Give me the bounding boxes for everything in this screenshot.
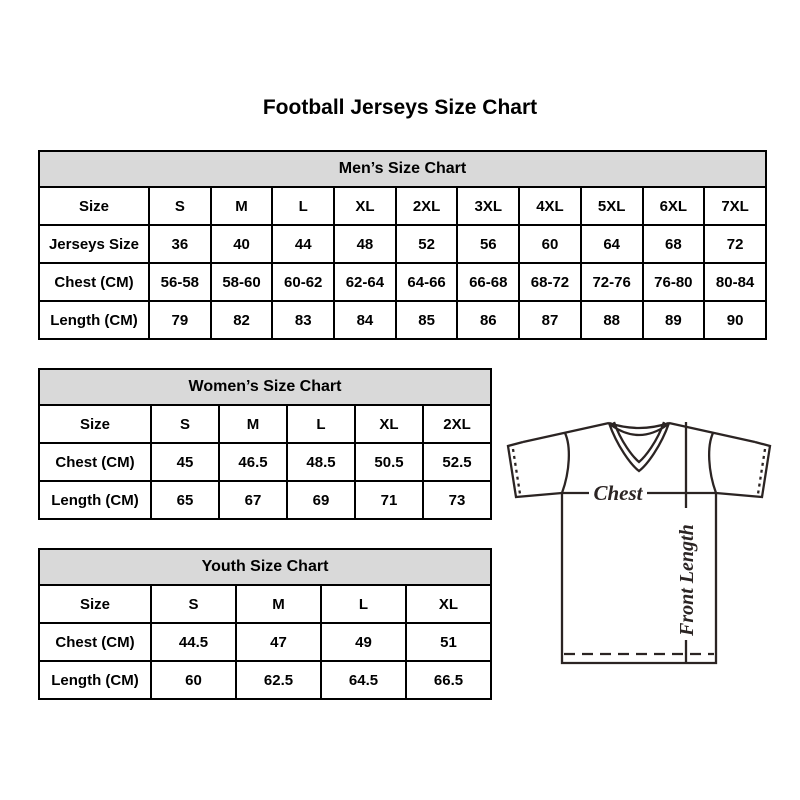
table-cell: M (236, 585, 321, 623)
table-cell: 72 (704, 225, 766, 263)
chest-label: Chest (593, 481, 643, 505)
table-cell: S (151, 405, 219, 443)
table-title-row (39, 151, 766, 187)
table-cell: M (219, 405, 287, 443)
table-cell: L (287, 405, 355, 443)
table-row (39, 661, 491, 699)
row-label: Size (39, 585, 151, 623)
table-cell: 50.5 (355, 443, 423, 481)
table-title-row (39, 369, 491, 405)
table-cell: 44 (272, 225, 334, 263)
table-cell: 48 (334, 225, 396, 263)
table-cell: XL (355, 405, 423, 443)
table-cell: 67 (219, 481, 287, 519)
table-cell: 68-72 (519, 263, 581, 301)
table-row (39, 263, 766, 301)
jersey-right-armhole-seam (709, 433, 716, 493)
row-label: Size (39, 405, 151, 443)
table-cell: 64 (581, 225, 643, 263)
page-title: Football Jerseys Size Chart (262, 96, 538, 119)
table-row (39, 623, 491, 661)
table-cell: 3XL (457, 187, 519, 225)
table-cell: 65 (151, 481, 219, 519)
table-cell: 46.5 (219, 443, 287, 481)
table-cell: 68 (643, 225, 705, 263)
youth-size-table (38, 548, 492, 700)
table-cell: 62.5 (236, 661, 321, 699)
row-label: Chest (CM) (39, 263, 149, 301)
table-cell: 40 (211, 225, 273, 263)
table-row (39, 301, 766, 339)
mens-size-table (38, 150, 767, 340)
table-row (39, 225, 766, 263)
jersey-right-sleeve-outline (716, 442, 770, 497)
row-label: Jerseys Size (39, 225, 149, 263)
mens-table-title: Men’s Size Chart (39, 151, 766, 187)
womens-table-title: Women’s Size Chart (39, 369, 491, 405)
table-cell: 90 (704, 301, 766, 339)
row-label: Length (CM) (39, 301, 149, 339)
table-cell: 85 (396, 301, 458, 339)
table-cell: 56 (457, 225, 519, 263)
table-cell: 64.5 (321, 661, 406, 699)
row-label: Chest (CM) (39, 623, 151, 661)
table-cell: 48.5 (287, 443, 355, 481)
table-cell: 6XL (643, 187, 705, 225)
table-cell: 47 (236, 623, 321, 661)
table-cell: L (321, 585, 406, 623)
table-cell: 88 (581, 301, 643, 339)
table-cell: 82 (211, 301, 273, 339)
table-cell: 58-60 (211, 263, 273, 301)
table-cell: 76-80 (643, 263, 705, 301)
table-cell: 60 (519, 225, 581, 263)
table-cell: 45 (151, 443, 219, 481)
table-cell: 62-64 (334, 263, 396, 301)
table-cell: L (272, 187, 334, 225)
jersey-measurement-diagram (505, 408, 795, 698)
table-cell: 80-84 (704, 263, 766, 301)
table-cell: 71 (355, 481, 423, 519)
table-cell: 69 (287, 481, 355, 519)
table-row (39, 187, 766, 225)
row-label: Size (39, 187, 149, 225)
table-cell: 83 (272, 301, 334, 339)
jersey-left-armhole-seam (562, 433, 569, 493)
jersey-left-sleeve-outline (508, 442, 562, 497)
front-length-label: Front Length (676, 524, 698, 636)
table-cell: 52.5 (423, 443, 491, 481)
table-cell: S (149, 187, 211, 225)
table-cell: 52 (396, 225, 458, 263)
table-cell: 84 (334, 301, 396, 339)
table-row (39, 585, 491, 623)
table-cell: 49 (321, 623, 406, 661)
womens-size-table (38, 368, 492, 520)
table-cell: 72-76 (581, 263, 643, 301)
table-cell: 2XL (396, 187, 458, 225)
table-cell: M (211, 187, 273, 225)
table-cell: XL (334, 187, 396, 225)
row-label: Chest (CM) (39, 443, 151, 481)
table-cell: 66.5 (406, 661, 491, 699)
table-cell: 2XL (423, 405, 491, 443)
table-cell: 51 (406, 623, 491, 661)
table-title-row (39, 549, 491, 585)
table-cell: S (151, 585, 236, 623)
table-cell: 60 (151, 661, 236, 699)
table-row (39, 443, 491, 481)
table-cell: XL (406, 585, 491, 623)
table-cell: 4XL (519, 187, 581, 225)
table-cell: 66-68 (457, 263, 519, 301)
table-cell: 44.5 (151, 623, 236, 661)
table-row (39, 481, 491, 519)
table-cell: 60-62 (272, 263, 334, 301)
table-cell: 79 (149, 301, 211, 339)
row-label: Length (CM) (39, 661, 151, 699)
youth-table-title: Youth Size Chart (39, 549, 491, 585)
table-cell: 56-58 (149, 263, 211, 301)
table-cell: 73 (423, 481, 491, 519)
row-label: Length (CM) (39, 481, 151, 519)
jersey-collar-back-arc (609, 423, 669, 428)
table-cell: 64-66 (396, 263, 458, 301)
table-row (39, 405, 491, 443)
table-cell: 86 (457, 301, 519, 339)
table-cell: 5XL (581, 187, 643, 225)
table-cell: 36 (149, 225, 211, 263)
table-cell: 7XL (704, 187, 766, 225)
table-cell: 89 (643, 301, 705, 339)
table-cell: 87 (519, 301, 581, 339)
